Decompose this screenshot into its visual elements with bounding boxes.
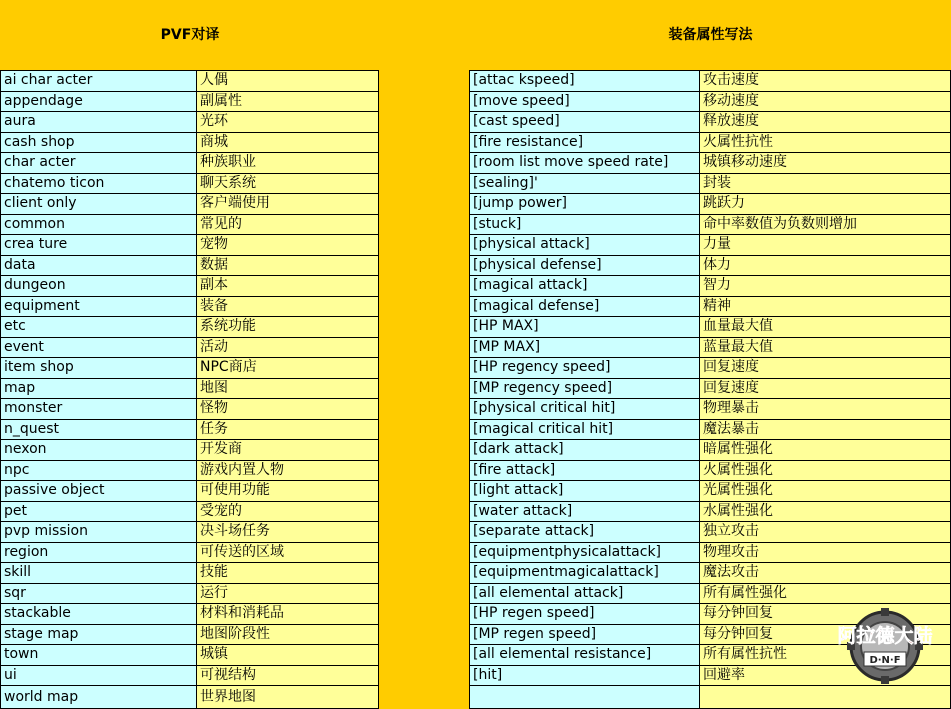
attr-row (470, 71, 951, 92)
pvf-row (1, 624, 379, 645)
attr-row (470, 460, 951, 481)
pvf-row (1, 255, 379, 276)
attr-meaning-cell: 每分钟回复 (700, 604, 951, 625)
attr-key-cell: [MP MAX] (470, 337, 700, 358)
attr-key-cell: [HP regency speed] (470, 358, 700, 379)
attr-meaning-cell: 光属性强化 (700, 481, 951, 502)
pvf-key-cell: equipment (1, 296, 197, 317)
attr-row (470, 378, 951, 399)
pvf-row (1, 460, 379, 481)
attr-row (470, 563, 951, 584)
pvf-key-cell: town (1, 645, 197, 666)
pvf-key-cell: skill (1, 563, 197, 584)
pvf-key-cell: pet (1, 501, 197, 522)
attr-meaning-cell: 蓝量最大值 (700, 337, 951, 358)
pvf-key-cell: npc (1, 460, 197, 481)
attr-key-cell: [hit] (470, 665, 700, 686)
attr-row (470, 235, 951, 256)
pvf-row (1, 522, 379, 543)
attr-key-cell: [physical defense] (470, 255, 700, 276)
attr-key-cell: [all elemental resistance] (470, 645, 700, 666)
attr-meaning-cell: 命中率数值为负数则增加 (700, 214, 951, 235)
dnf-logo (826, 608, 944, 684)
pvf-meaning-cell: 系统功能 (197, 317, 379, 338)
pvf-key-cell: ui (1, 665, 197, 686)
attr-key-cell: [HP MAX] (470, 317, 700, 338)
pvf-row (1, 112, 379, 133)
attr-meaning-cell: 智力 (700, 276, 951, 297)
attr-row (470, 501, 951, 522)
pvf-row (1, 71, 379, 92)
pvf-meaning-cell: 活动 (197, 337, 379, 358)
attr-meaning-cell: 水属性强化 (700, 501, 951, 522)
attr-row (470, 317, 951, 338)
pvf-row (1, 214, 379, 235)
pvf-key-cell: pvp mission (1, 522, 197, 543)
pvf-meaning-cell: 受宠的 (197, 501, 379, 522)
pvf-row (1, 235, 379, 256)
pvf-row (1, 501, 379, 522)
attr-row (470, 173, 951, 194)
equipment-attribute-header: 装备属性写法 (668, 27, 753, 43)
pvf-meaning-cell: 人偶 (197, 71, 379, 92)
pvf-key-cell: item shop (1, 358, 197, 379)
pvf-key-cell: common (1, 214, 197, 235)
attr-row (470, 522, 951, 543)
pvf-row (1, 276, 379, 297)
pvf-meaning-cell: 光环 (197, 112, 379, 133)
attr-key-cell: [fire resistance] (470, 132, 700, 153)
pvf-key-cell: appendage (1, 91, 197, 112)
attr-key-cell: [physical critical hit] (470, 399, 700, 420)
attr-row (470, 542, 951, 563)
pvf-key-cell: n_quest (1, 419, 197, 440)
pvf-key-cell: world map (1, 686, 197, 709)
attr-row (470, 440, 951, 461)
pvf-row (1, 153, 379, 174)
pvf-key-cell: sqr (1, 583, 197, 604)
attr-key-cell: [magical critical hit] (470, 419, 700, 440)
pvf-row (1, 399, 379, 420)
attr-row (470, 481, 951, 502)
attr-meaning-cell: 物理暴击 (700, 399, 951, 420)
attr-row (470, 399, 951, 420)
pvf-meaning-cell: 材料和消耗品 (197, 604, 379, 625)
pvf-row (1, 317, 379, 338)
attr-meaning-cell: 每分钟回复 (700, 624, 951, 645)
pvf-row (1, 686, 379, 709)
attr-key-cell: [sealing]' (470, 173, 700, 194)
attr-meaning-cell: 魔法暴击 (700, 419, 951, 440)
attr-key-cell: [all elemental attack] (470, 583, 700, 604)
attr-meaning-cell: 暗属性强化 (700, 440, 951, 461)
attr-key-cell: [move speed] (470, 91, 700, 112)
pvf-meaning-cell: 地图阶段性 (197, 624, 379, 645)
attr-key-cell: [cast speed] (470, 112, 700, 133)
pvf-meaning-cell: 装备 (197, 296, 379, 317)
logo-subtext: D·N·F (869, 655, 901, 666)
pvf-meaning-cell: 城镇 (197, 645, 379, 666)
attr-key-cell: [equipmentphysicalattack] (470, 542, 700, 563)
attr-key-cell: [attac kspeed] (470, 71, 700, 92)
pvf-meaning-cell: 开发商 (197, 440, 379, 461)
pvf-row (1, 173, 379, 194)
pvf-row (1, 194, 379, 215)
pvf-meaning-cell: 聊天系统 (197, 173, 379, 194)
pvf-row (1, 296, 379, 317)
attr-meaning-cell (700, 686, 951, 709)
pvf-translation-table (0, 70, 379, 709)
pvf-meaning-cell: 怪物 (197, 399, 379, 420)
pvf-meaning-cell: 副本 (197, 276, 379, 297)
pvf-key-cell: char acter (1, 153, 197, 174)
pvf-meaning-cell: 技能 (197, 563, 379, 584)
attr-row (470, 91, 951, 112)
pvf-row (1, 132, 379, 153)
pvf-meaning-cell: 客户端使用 (197, 194, 379, 215)
attr-row (470, 214, 951, 235)
pvf-key-cell: stage map (1, 624, 197, 645)
pvf-key-cell: passive object (1, 481, 197, 502)
pvf-meaning-cell: 宠物 (197, 235, 379, 256)
pvf-row (1, 583, 379, 604)
attr-key-cell: [equipmentmagicalattack] (470, 563, 700, 584)
pvf-row (1, 604, 379, 625)
attr-meaning-cell: 所有属性抗性 (700, 645, 951, 666)
attr-meaning-cell: 回避率 (700, 665, 951, 686)
pvf-row (1, 645, 379, 666)
pvf-row (1, 665, 379, 686)
pvf-meaning-cell: 常见的 (197, 214, 379, 235)
attr-key-cell: [room list move speed rate] (470, 153, 700, 174)
pvf-row (1, 419, 379, 440)
pvf-meaning-cell: 决斗场任务 (197, 522, 379, 543)
attr-meaning-cell: 攻击速度 (700, 71, 951, 92)
pvf-key-cell: aura (1, 112, 197, 133)
pvf-meaning-cell: NPC商店 (197, 358, 379, 379)
attr-row (470, 686, 951, 709)
pvf-key-cell: region (1, 542, 197, 563)
attr-key-cell: [light attack] (470, 481, 700, 502)
pvf-key-cell: event (1, 337, 197, 358)
pvf-key-cell: client only (1, 194, 197, 215)
attr-meaning-cell: 血量最大值 (700, 317, 951, 338)
attr-row (470, 194, 951, 215)
attr-key-cell: [magical defense] (470, 296, 700, 317)
pvf-key-cell: chatemo ticon (1, 173, 197, 194)
pvf-key-cell: crea ture (1, 235, 197, 256)
pvf-key-cell: nexon (1, 440, 197, 461)
attr-meaning-cell: 封装 (700, 173, 951, 194)
attr-row (470, 419, 951, 440)
attr-key-cell: [magical attack] (470, 276, 700, 297)
pvf-row (1, 337, 379, 358)
attr-meaning-cell: 释放速度 (700, 112, 951, 133)
pvf-row (1, 563, 379, 584)
pvf-meaning-cell: 副属性 (197, 91, 379, 112)
attr-key-cell: [water attack] (470, 501, 700, 522)
pvf-row (1, 542, 379, 563)
attr-row (470, 112, 951, 133)
pvf-meaning-cell: 数据 (197, 255, 379, 276)
pvf-row (1, 378, 379, 399)
attr-key-cell: [MP regency speed] (470, 378, 700, 399)
logo-text: 阿拉德大陆 (837, 625, 933, 647)
attr-meaning-cell: 精神 (700, 296, 951, 317)
pvf-key-cell: ai char acter (1, 71, 197, 92)
pvf-meaning-cell: 可传送的区域 (197, 542, 379, 563)
pvf-key-cell: etc (1, 317, 197, 338)
attr-row (470, 337, 951, 358)
attr-key-cell: [separate attack] (470, 522, 700, 543)
attr-key-cell: [HP regen speed] (470, 604, 700, 625)
pvf-meaning-cell: 运行 (197, 583, 379, 604)
pvf-translation-header: PVF对译 (160, 27, 220, 43)
attr-meaning-cell: 回复速度 (700, 358, 951, 379)
attr-meaning-cell: 魔法攻击 (700, 563, 951, 584)
attr-key-cell: [dark attack] (470, 440, 700, 461)
pvf-meaning-cell: 任务 (197, 419, 379, 440)
attr-meaning-cell: 跳跃力 (700, 194, 951, 215)
pvf-row (1, 481, 379, 502)
pvf-meaning-cell: 种族职业 (197, 153, 379, 174)
attr-row (470, 583, 951, 604)
pvf-row (1, 440, 379, 461)
pvf-key-cell: cash shop (1, 132, 197, 153)
attr-key-cell: [jump power] (470, 194, 700, 215)
attr-key-cell: [stuck] (470, 214, 700, 235)
attr-meaning-cell: 力量 (700, 235, 951, 256)
pvf-key-cell: stackable (1, 604, 197, 625)
pvf-meaning-cell: 商城 (197, 132, 379, 153)
pvf-meaning-cell: 可使用功能 (197, 481, 379, 502)
attr-key-cell (470, 686, 700, 709)
pvf-key-cell: dungeon (1, 276, 197, 297)
attr-row (470, 153, 951, 174)
attr-row (470, 132, 951, 153)
pvf-row (1, 358, 379, 379)
attr-meaning-cell: 城镇移动速度 (700, 153, 951, 174)
attr-row (470, 276, 951, 297)
attr-row (470, 296, 951, 317)
pvf-key-cell: map (1, 378, 197, 399)
pvf-meaning-cell: 可视结构 (197, 665, 379, 686)
attr-meaning-cell: 所有属性强化 (700, 583, 951, 604)
attr-meaning-cell: 火属性强化 (700, 460, 951, 481)
pvf-meaning-cell: 游戏内置人物 (197, 460, 379, 481)
attr-meaning-cell: 独立攻击 (700, 522, 951, 543)
pvf-row (1, 91, 379, 112)
pvf-meaning-cell: 世界地图 (197, 686, 379, 709)
pvf-key-cell: monster (1, 399, 197, 420)
attr-meaning-cell: 火属性抗性 (700, 132, 951, 153)
pvf-meaning-cell: 地图 (197, 378, 379, 399)
attr-key-cell: [physical attack] (470, 235, 700, 256)
attr-meaning-cell: 物理攻击 (700, 542, 951, 563)
attr-meaning-cell: 体力 (700, 255, 951, 276)
attr-key-cell: [MP regen speed] (470, 624, 700, 645)
attr-key-cell: [fire attack] (470, 460, 700, 481)
attr-meaning-cell: 回复速度 (700, 378, 951, 399)
attr-row (470, 358, 951, 379)
pvf-key-cell: data (1, 255, 197, 276)
attr-row (470, 255, 951, 276)
attr-meaning-cell: 移动速度 (700, 91, 951, 112)
